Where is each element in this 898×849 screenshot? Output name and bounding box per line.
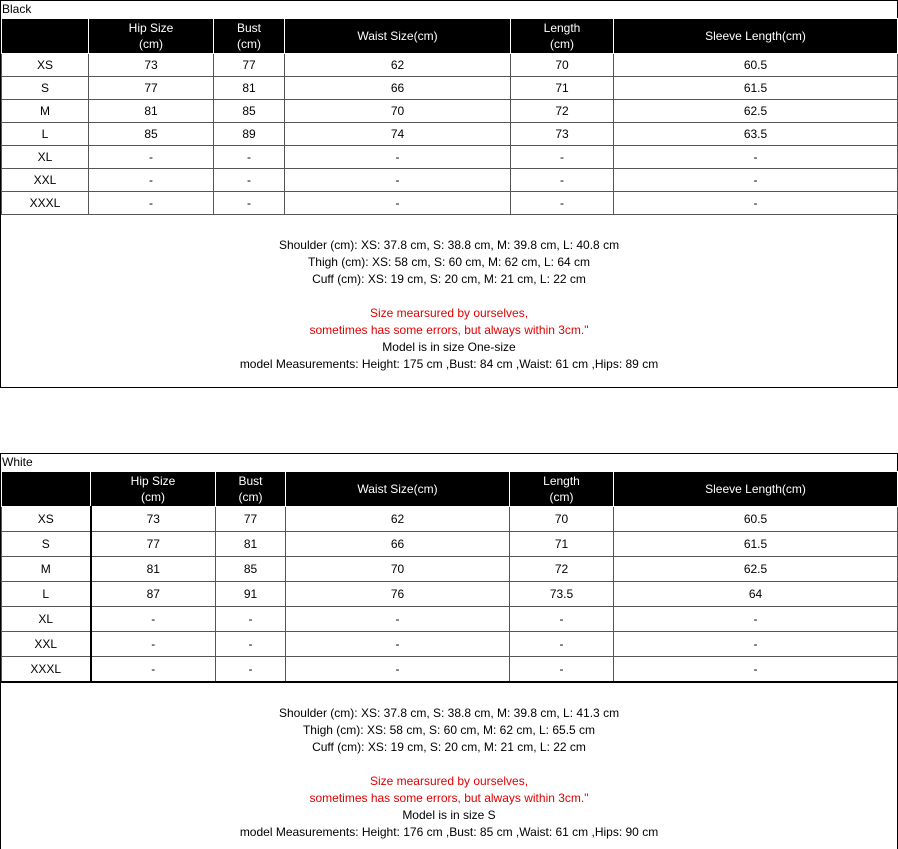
table-row	[2, 100, 898, 123]
cell-size: XS	[2, 507, 91, 532]
header-sleeve-length	[614, 472, 898, 507]
cell-sleeve-length: 62.5	[614, 100, 898, 123]
cell-waist-size: 76	[286, 582, 510, 607]
cell-length: -	[510, 607, 614, 632]
cell-bust: 85	[216, 557, 286, 582]
cell-bust: 81	[216, 532, 286, 557]
cell-sleeve-length: -	[614, 632, 898, 657]
cell-bust: 77	[216, 507, 286, 532]
table-header-row	[2, 19, 898, 54]
cell-size: S	[2, 532, 91, 557]
cell-length: 70	[510, 507, 614, 532]
model-size: Model is in size One-size	[382, 340, 516, 354]
thigh-measurements: Thigh (cm): XS: 58 cm, S: 60 cm, M: 62 cm, L: 65.5 cm	[302, 723, 596, 737]
header-hip-size-label: Hip Size (cm)	[130, 474, 176, 504]
cell-size: XL	[2, 607, 91, 632]
table-row	[2, 123, 898, 146]
cell-bust: -	[214, 169, 285, 192]
header-sleeve-length-label: Sleeve Length(cm)	[705, 29, 806, 43]
measurement-warning-line1: Size mearsured by ourselves,	[369, 774, 529, 788]
cell-size: L	[2, 123, 89, 146]
cuff-measurements: Cuff (cm): XS: 19 cm, S: 20 cm, M: 21 cm, L: 22 cm	[312, 272, 586, 286]
cell-size: XXXL	[2, 657, 91, 682]
white-size-table	[1, 471, 898, 683]
model-size: Model is in size S	[402, 808, 496, 822]
cell-size: L	[2, 582, 91, 607]
cell-hip-size: -	[89, 192, 214, 215]
shoulder-measurements: Shoulder (cm): XS: 37.8 cm, S: 38.8 cm, M: 39.8 cm, L: 41.3 cm	[278, 706, 620, 720]
table-row	[2, 557, 898, 582]
cell-sleeve-length: -	[614, 657, 898, 682]
color-label-black: Black	[2, 2, 32, 16]
measurement-warning-line1: Size mearsured by ourselves,	[369, 306, 529, 320]
cell-length: -	[510, 657, 614, 682]
cell-hip-size: 85	[89, 123, 214, 146]
cell-hip-size: 81	[89, 100, 214, 123]
table-row	[2, 632, 898, 657]
cell-hip-size: 73	[91, 507, 216, 532]
table-row	[2, 507, 898, 532]
model-measurements: model Measurements: Height: 176 cm ,Bust: 85 cm ,Waist: 61 cm ,Hips: 90 cm	[239, 825, 659, 839]
cell-waist-size: 70	[285, 100, 511, 123]
cell-size: XS	[2, 54, 89, 77]
cell-size: M	[2, 557, 91, 582]
table-row	[2, 582, 898, 607]
cell-hip-size: 81	[91, 557, 216, 582]
thigh-measurements: Thigh (cm): XS: 58 cm, S: 60 cm, M: 62 cm, L: 64 cm	[307, 255, 591, 269]
header-waist-size-label: Waist Size(cm)	[357, 482, 438, 496]
cell-length: -	[511, 169, 614, 192]
table-header-row	[2, 472, 898, 507]
cell-hip-size: -	[89, 169, 214, 192]
header-sleeve-length-label: Sleeve Length(cm)	[705, 482, 806, 496]
measurement-warning-line2: sometimes has some errors, but always within 3cm."	[309, 791, 589, 805]
cell-bust: 89	[214, 123, 285, 146]
cell-bust: 91	[216, 582, 286, 607]
cell-length: -	[511, 146, 614, 169]
cell-bust: -	[216, 632, 286, 657]
cell-waist-size: -	[286, 657, 510, 682]
cell-length: 72	[511, 100, 614, 123]
header-sleeve-length	[614, 19, 898, 54]
cell-length: 73	[511, 123, 614, 146]
cell-sleeve-length: 61.5	[614, 77, 898, 100]
header-waist-size-label: Waist Size(cm)	[357, 29, 438, 43]
white-notes	[1, 705, 897, 841]
table-row	[2, 77, 898, 100]
cell-bust: -	[216, 607, 286, 632]
cell-sleeve-length: 60.5	[614, 54, 898, 77]
black-size-table	[1, 18, 898, 215]
shoulder-measurements: Shoulder (cm): XS: 37.8 cm, S: 38.8 cm, M: 39.8 cm, L: 40.8 cm	[278, 238, 620, 252]
cell-sleeve-length: -	[614, 192, 898, 215]
cell-waist-size: -	[286, 632, 510, 657]
cell-hip-size: 87	[91, 582, 216, 607]
cell-hip-size: 73	[89, 54, 214, 77]
model-measurements: model Measurements: Height: 175 cm ,Bust: 84 cm ,Waist: 61 cm ,Hips: 89 cm	[239, 357, 659, 371]
header-size	[2, 19, 89, 54]
header-hip-size	[91, 472, 216, 507]
cell-length: 73.5	[510, 582, 614, 607]
table-row	[2, 54, 898, 77]
header-length-label: Length (cm)	[543, 474, 580, 504]
white-size-chart	[0, 453, 898, 849]
header-hip-size-label: Hip Size (cm)	[128, 21, 174, 51]
header-length	[511, 19, 614, 54]
cell-bust: -	[214, 192, 285, 215]
cell-waist-size: -	[285, 192, 511, 215]
cell-hip-size: 77	[91, 532, 216, 557]
cell-length: -	[510, 632, 614, 657]
header-size	[2, 472, 91, 507]
cell-length: 70	[511, 54, 614, 77]
header-bust-label: Bust (cm)	[236, 21, 261, 51]
header-bust-label: Bust (cm)	[238, 474, 263, 504]
cell-length: 71	[511, 77, 614, 100]
cell-waist-size: 62	[285, 54, 511, 77]
cell-sleeve-length: -	[614, 146, 898, 169]
cell-size: M	[2, 100, 89, 123]
cell-sleeve-length: 61.5	[614, 532, 898, 557]
black-notes	[1, 237, 897, 373]
cell-hip-size: -	[91, 657, 216, 682]
cell-sleeve-length: 60.5	[614, 507, 898, 532]
cell-bust: 77	[214, 54, 285, 77]
header-waist-size	[286, 472, 510, 507]
cell-size: XXL	[2, 169, 89, 192]
table-row	[2, 532, 898, 557]
cell-sleeve-length: 63.5	[614, 123, 898, 146]
cell-waist-size: -	[285, 169, 511, 192]
header-bust	[214, 19, 285, 54]
cell-hip-size: -	[91, 607, 216, 632]
header-length-label: Length (cm)	[543, 21, 581, 51]
cell-length: -	[511, 192, 614, 215]
cell-waist-size: 66	[286, 532, 510, 557]
cell-sleeve-length: 64	[614, 582, 898, 607]
table-row	[2, 169, 898, 192]
cell-waist-size: 62	[286, 507, 510, 532]
header-bust	[216, 472, 286, 507]
cell-size: XL	[2, 146, 89, 169]
cell-hip-size: 77	[89, 77, 214, 100]
cell-waist-size: 70	[286, 557, 510, 582]
cell-sleeve-length: -	[614, 607, 898, 632]
table-row	[2, 607, 898, 632]
cuff-measurements: Cuff (cm): XS: 19 cm, S: 20 cm, M: 21 cm, L: 22 cm	[312, 740, 586, 754]
table-row	[2, 192, 898, 215]
cell-bust: -	[216, 657, 286, 682]
cell-bust: 85	[214, 100, 285, 123]
black-size-chart	[0, 0, 898, 388]
header-waist-size	[285, 19, 511, 54]
color-label-white: White	[2, 455, 33, 469]
cell-size: S	[2, 77, 89, 100]
cell-bust: -	[214, 146, 285, 169]
cell-sleeve-length: 62.5	[614, 557, 898, 582]
cell-waist-size: -	[286, 607, 510, 632]
cell-size: XXXL	[2, 192, 89, 215]
header-length	[510, 472, 614, 507]
cell-size: XXL	[2, 632, 91, 657]
header-hip-size	[89, 19, 214, 54]
measurement-warning-line2: sometimes has some errors, but always within 3cm."	[309, 323, 589, 337]
cell-hip-size: -	[91, 632, 216, 657]
cell-sleeve-length: -	[614, 169, 898, 192]
cell-length: 71	[510, 532, 614, 557]
cell-waist-size: 66	[285, 77, 511, 100]
cell-length: 72	[510, 557, 614, 582]
cell-waist-size: 74	[285, 123, 511, 146]
table-row	[2, 146, 898, 169]
cell-bust: 81	[214, 77, 285, 100]
cell-waist-size: -	[285, 146, 511, 169]
cell-hip-size: -	[89, 146, 214, 169]
table-row	[2, 657, 898, 682]
